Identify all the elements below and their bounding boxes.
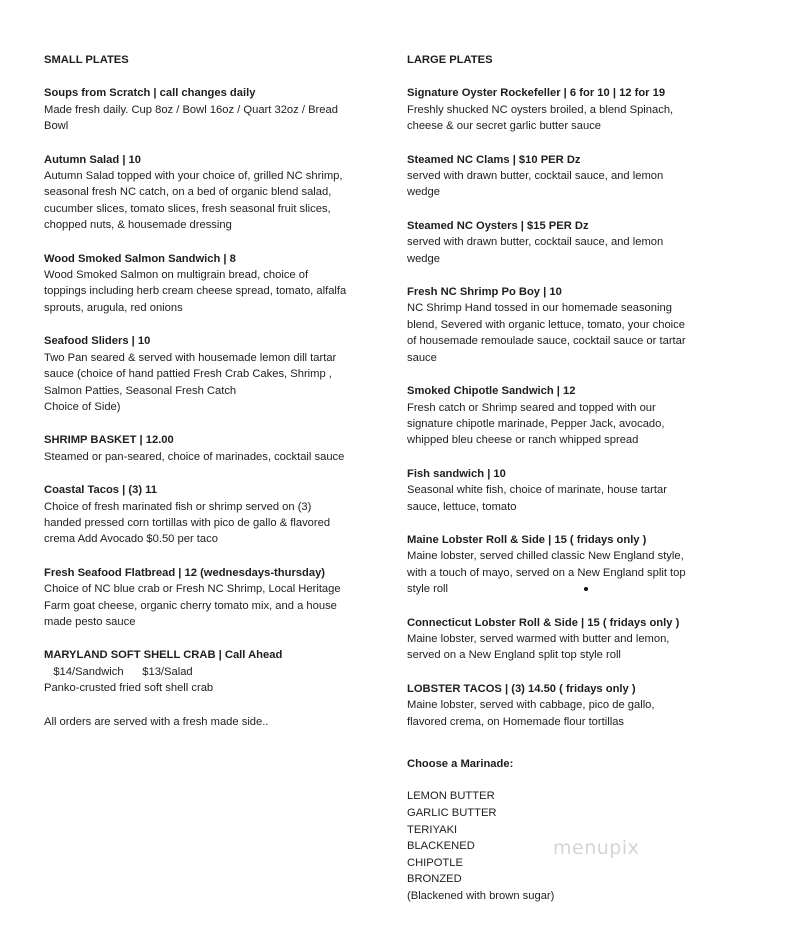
menu-item bbox=[407, 152, 727, 201]
menu-item bbox=[44, 432, 374, 465]
menu-item-price-line: $14/Sandwich $13/Salad bbox=[44, 665, 193, 678]
marinade-option: CHIPOTLE bbox=[407, 856, 463, 869]
side-note: All orders are served with a fresh made side.. bbox=[44, 715, 269, 728]
menu-item-description: Panko-crusted fried soft shell crab bbox=[44, 682, 214, 695]
menu-item bbox=[407, 615, 727, 664]
menu-item-description: Fresh catch or Shrimp seared and topped with our signature chipotle marinade, Pepper Jack, avocado, whipped bleu cheese or ranch whipped spread bbox=[407, 401, 665, 447]
marinade-option: BLACKENED bbox=[407, 840, 475, 853]
menu-item-description: Choice of NC blue crab or Fresh NC Shrimp, Local Heritage Farm goat cheese, organic cherry tomato mix, and a house made pesto sauce bbox=[44, 583, 341, 628]
large-plates-list bbox=[407, 85, 727, 730]
menu-item-title: Fresh Seafood Flatbread | 12 (wednesdays-thursday) bbox=[44, 566, 326, 579]
menu-item-description: Wood Smoked Salmon on multigrain bread, choice of toppings including herb cream cheese spread, tomato, alfalfa sprouts, arugula, red onions bbox=[44, 269, 347, 314]
menu-item-description: Maine lobster, served with cabbage, pico de gallo, flavored crema, on Homemade flour tortillas bbox=[407, 699, 655, 728]
menu-item-description: Maine lobster, served chilled classic New England style, with a touch of mayo, served on a New England split top style roll bbox=[407, 550, 686, 596]
menu-item-title: Wood Smoked Salmon Sandwich | 8 bbox=[44, 252, 236, 265]
marinade-option: GARLIC BUTTER bbox=[407, 807, 497, 819]
menu-item bbox=[44, 565, 374, 631]
menu-item-description: Freshly shucked NC oysters broiled, a blend Spinach, cheese & our secret garlic butter sauce bbox=[407, 103, 674, 133]
menu-item-description: Choice of fresh marinated fish or shrimp served on (3) handed pressed corn tortillas with pico de gallo & flavored crema Add Avocado $0.50 per taco bbox=[44, 500, 331, 546]
menu-item-description: Made fresh daily. Cup 8oz / Bowl 16oz / Quart 32oz / Bread Bowl bbox=[44, 103, 338, 133]
menu-item-description: NC Shrimp Hand tossed in our homemade seasoning blend, Severed with organic lettuce, tomato, your choice of housemade remoulade sauce, cocktail sauce or tartar sauce bbox=[407, 302, 686, 364]
menu-item-title: Connecticut Lobster Roll & Side | 15 ( fridays only ) bbox=[407, 616, 680, 629]
menu-item-title: Fresh NC Shrimp Po Boy | 10 bbox=[407, 286, 562, 299]
menu-item-description: served with drawn butter, cocktail sauce, and lemon wedge bbox=[407, 236, 664, 265]
menu-item bbox=[407, 466, 727, 515]
menu-item bbox=[44, 482, 374, 548]
menu-item bbox=[407, 218, 727, 267]
menu-item bbox=[407, 284, 727, 366]
large-plates-column bbox=[407, 52, 727, 905]
menu-item bbox=[407, 383, 727, 449]
menu-item bbox=[44, 333, 374, 415]
marinade-title: Choose a Marinade: bbox=[407, 758, 514, 770]
menu-item bbox=[407, 85, 727, 134]
menu-item-title: Seafood Sliders | 10 bbox=[44, 335, 151, 348]
marinade-option: BRONZED bbox=[407, 873, 462, 886]
menu-item-title: Fish sandwich | 10 bbox=[407, 467, 506, 480]
menu-item-description: served with drawn butter, cocktail sauce, and lemon wedge bbox=[407, 170, 664, 199]
stray-dot bbox=[584, 587, 588, 591]
menu-item-title: MARYLAND SOFT SHELL CRAB | Call Ahead bbox=[44, 649, 283, 662]
menu-item-title: Steamed NC Clams | $10 PER Dz bbox=[407, 153, 581, 166]
marinade-option: (Blackened with brown sugar) bbox=[407, 889, 555, 902]
menu-item-title: LOBSTER TACOS | (3) 14.50 ( fridays only ) bbox=[407, 682, 636, 695]
small-plates-list bbox=[44, 85, 374, 630]
marinade-option: TERIYAKI bbox=[407, 823, 458, 836]
marinade-option: LEMON BUTTER bbox=[407, 790, 495, 803]
menu-item-title: Smoked Chipotle Sandwich | 12 bbox=[407, 385, 576, 398]
menu-item-description: Seasonal white fish, choice of marinate, house tartar sauce, lettuce, tomato bbox=[407, 484, 667, 513]
menu-item bbox=[44, 251, 374, 317]
small-plates-column bbox=[44, 52, 374, 730]
menu-item-title: Steamed NC Oysters | $15 PER Dz bbox=[407, 219, 589, 232]
menu-item-soft-shell-crab bbox=[44, 647, 374, 696]
menu-item bbox=[407, 532, 727, 598]
menu-item bbox=[44, 152, 374, 234]
menu-item-description: Maine lobster, served warmed with butter and lemon, served on a New England split top style roll bbox=[407, 632, 670, 662]
menu-item-title: Autumn Salad | 10 bbox=[44, 153, 142, 166]
menu-item-description: Two Pan seared & served with housemade lemon dill tartar sauce (choice of hand pattied Fresh Crab Cakes, Shrimp , Salmon Patties, Seasonal Fresh Catch Choice of Side) bbox=[44, 351, 337, 413]
menupix-watermark: menupix bbox=[553, 837, 640, 859]
menu-item bbox=[407, 681, 727, 730]
menu-item bbox=[44, 85, 374, 134]
small-plates-heading: SMALL PLATES bbox=[44, 54, 129, 66]
menu-item-title: Coastal Tacos | (3) 11 bbox=[44, 484, 157, 497]
large-plates-heading: LARGE PLATES bbox=[407, 54, 493, 66]
menu-item-description: Steamed or pan-seared, choice of marinades, cocktail sauce bbox=[44, 450, 345, 463]
menu-item-description: Autumn Salad topped with your choice of, grilled NC shrimp, seasonal fresh NC catch, on a bed of organic blend salad, cucumber slices, tomato slices, fresh seasonal fruit slices, chopped nuts, & housemade dressing bbox=[44, 170, 343, 232]
menu-item-title: SHRIMP BASKET | 12.00 bbox=[44, 434, 174, 447]
menu-item-title: Signature Oyster Rockefeller | 6 for 10 | 12 for 19 bbox=[407, 87, 666, 100]
menu-item-title: Soups from Scratch | call changes daily bbox=[44, 87, 256, 100]
menu-item-title: Maine Lobster Roll & Side | 15 ( fridays only ) bbox=[407, 533, 647, 546]
